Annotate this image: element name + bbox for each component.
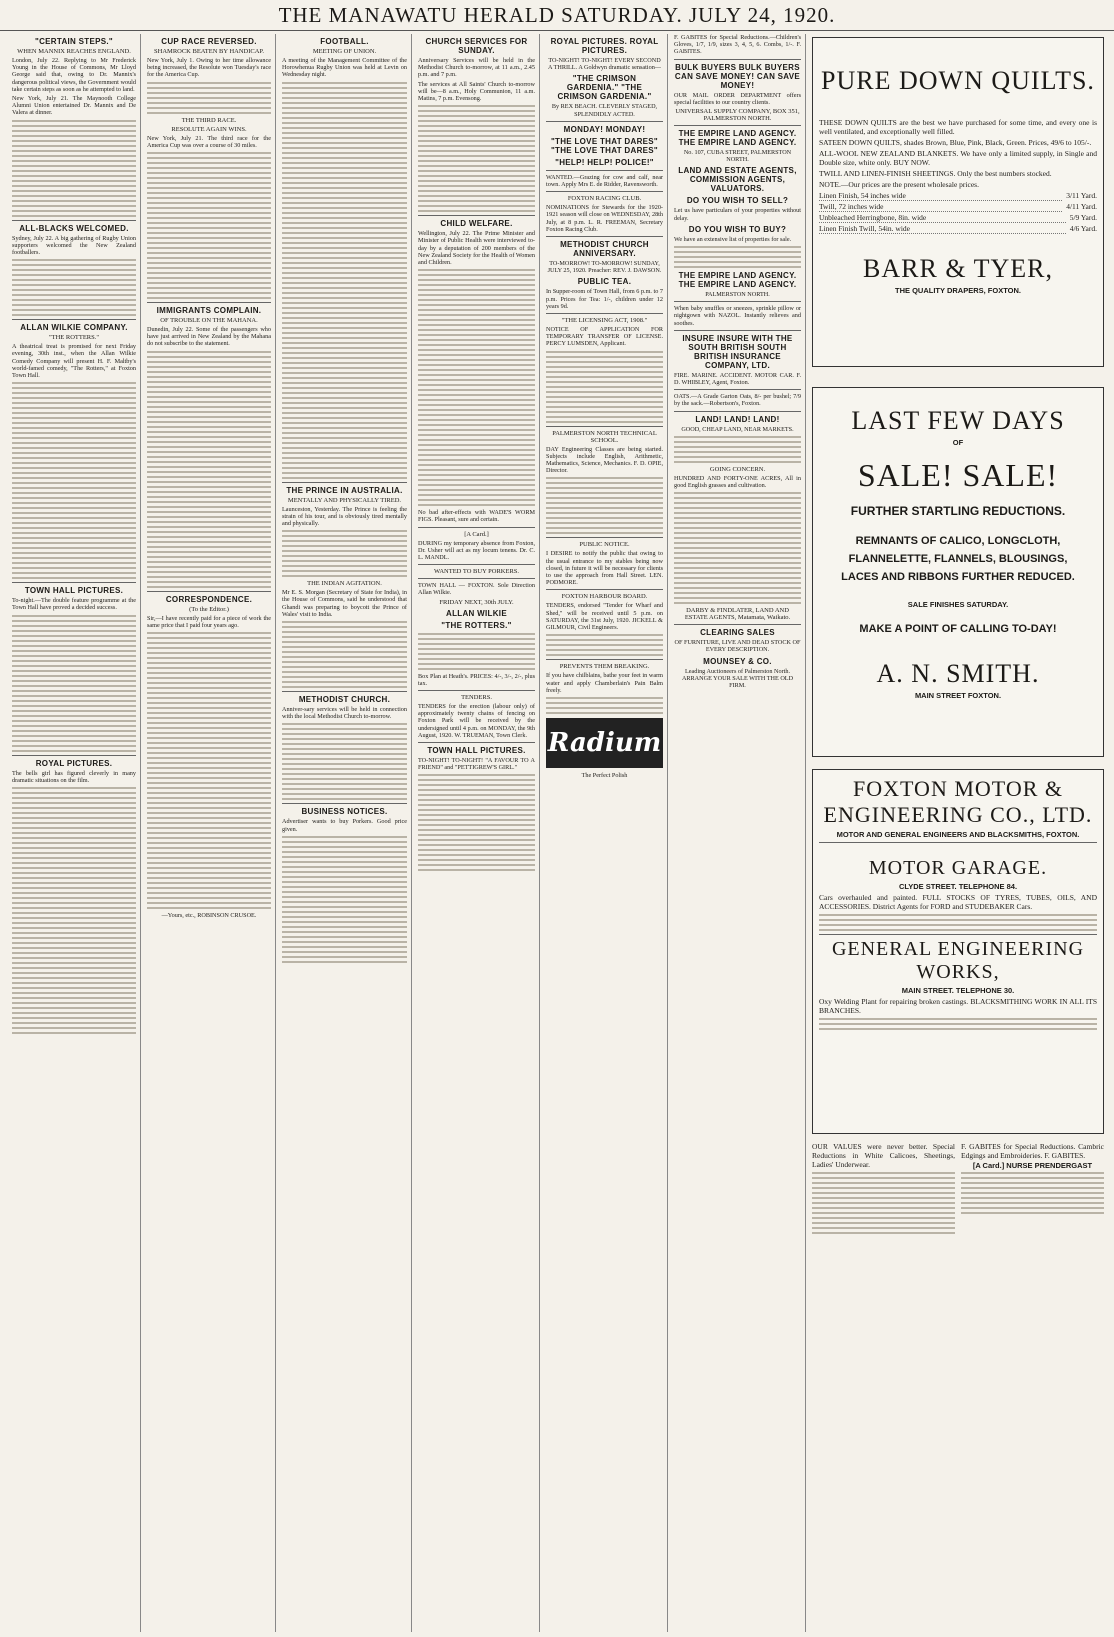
headline: "THE ROTTERS." xyxy=(441,620,512,630)
article-text: Anniver-sary services will be held in connection with the local Methodist Church to-morrow. xyxy=(282,706,407,721)
subheadline: PREVENTS THEM BREAKING. xyxy=(559,663,650,671)
text-lines xyxy=(147,351,271,588)
ad-down-quilts xyxy=(812,37,1104,367)
headline: DO YOU WISH TO SELL? xyxy=(686,196,789,206)
notice-text: PALMERSTON NORTH. xyxy=(705,291,770,299)
price-value: 3/11 Yard. xyxy=(1066,191,1097,200)
radium-tagline: The Perfect Polish xyxy=(581,771,628,779)
article-text: The bells girl has figured cleverly in many dramatic situations on the film. xyxy=(12,769,136,784)
ad-note: NOTE.—Our prices are the present wholesale prices. xyxy=(819,180,979,189)
headline: THE PRINCE IN AUSTRALIA. xyxy=(286,485,403,495)
ad-sale xyxy=(812,387,1104,757)
notice-text: When baby snuffles or sneezes, sprinkle pillow or nightgown with NAZOL. Instantly relieves and soothes. xyxy=(674,305,801,327)
notice-text: HUNDRED AND FORTY-ONE ACRES, All in good English grasses and cultivation. xyxy=(674,474,801,490)
notice-text: TENDERS for the erection (labour only) of approximately twenty chains of fencing on Foxton Park will be received by the undersigned until 4 p.m. on MONDAY, the 9th August, 1920. W. TRUEMAN, Town Clerk. xyxy=(418,703,535,739)
notice-text: F. GABITES for Special Reductions. Cambric Edgings and Embroideries. F. GABITES. xyxy=(961,1142,1104,1160)
notice-text: DAY Engineering Classes are being started. Subjects include English, Arithmetic, Mathematics, Science, Mechanics. F. D. OPIE, Director. xyxy=(546,445,663,475)
subheadline: WHEN MANNIX REACHES ENGLAND. xyxy=(17,48,131,55)
text-lines xyxy=(674,436,801,463)
text-lines xyxy=(546,477,663,534)
headline: ALLAN WILKIE xyxy=(446,608,507,618)
subheadline: OF TROUBLE ON THE MAHANA. xyxy=(160,317,258,325)
headline: CLEARING SALES xyxy=(700,628,775,638)
bottom-right-notice xyxy=(961,1140,1104,1237)
price-value: 5/9 Yard. xyxy=(1069,213,1097,222)
subheadline: FOXTON RACING CLUB. xyxy=(567,195,642,203)
column-1 xyxy=(8,34,141,1632)
subheadline: UNIVERSAL SUPPLY COMPANY, BOX 351, PALMERSTON NORTH. xyxy=(675,108,800,123)
ad-foxton-motor xyxy=(812,769,1104,1134)
text-lines xyxy=(282,723,407,800)
ad-subtitle: FURTHER STARTLING REDUCTIONS. xyxy=(850,504,1066,518)
subheadline: TENDERS. xyxy=(461,694,492,702)
notice-text: No. 107, CUBA STREET, PALMERSTON NORTH. xyxy=(683,149,792,164)
text-lines xyxy=(418,633,535,670)
text-lines xyxy=(819,914,1097,931)
text-lines xyxy=(12,615,136,752)
ad-text: THESE DOWN QUILTS are the best we have purchased for some time, and every one is well ventilated, and exceptionally well filled. xyxy=(819,118,1097,136)
price-row xyxy=(819,191,1097,201)
radium-logo-text: Radium xyxy=(547,727,662,758)
text-lines xyxy=(674,492,801,604)
subheadline: "THE LICENSING ACT, 1908." xyxy=(561,317,648,325)
price-label: Twill, 72 inches wide xyxy=(819,202,1062,212)
store-subtitle: THE QUALITY DRAPERS, FOXTON. xyxy=(895,286,1021,295)
text-lines xyxy=(12,787,136,1034)
radium-polish-logo xyxy=(546,718,663,768)
notice-text: OF FURNITURE, LIVE AND DEAD STOCK OF EVERY DESCRIPTION. xyxy=(674,639,801,654)
ad-text: OF xyxy=(952,438,964,447)
headline: THE EMPIRE LAND AGENCY. THE EMPIRE LAND AGENCY. xyxy=(678,129,797,148)
headline: FOOTBALL. xyxy=(320,37,369,46)
notice-text: Leading Auctioneers of Palmerston North. ARRANGE YOUR SALE WITH THE OLD FIRM. xyxy=(681,667,794,690)
ad-title: LAST FEW DAYS xyxy=(851,406,1065,435)
price-value: 4/11 Yard. xyxy=(1066,202,1097,211)
article-text: New York, July 1. Owing to her time allowance being increased, the Resolute won Tuesday's race for the America Cup. xyxy=(147,57,271,79)
article-text: Advertiser wants to buy Porkers. Good price given. xyxy=(282,818,407,833)
subheadline: DARBY & FINDLATER, LAND AND ESTATE AGENTS, Matamata, Waikato. xyxy=(684,607,791,622)
notice-text: TO-NIGHT! TO-NIGHT! "A FAVOUR TO A FRIEND" and "PETTIGREW'S GIRL." xyxy=(418,757,535,772)
text-lines xyxy=(418,269,535,506)
headline: CHILD WELFARE. xyxy=(440,219,513,229)
column-5 xyxy=(542,34,668,1632)
notice-text: NOTICE OF APPLICATION FOR TEMPORARY TRANSFER OF LICENSE. PERCY LUMSDEN, Applicant. xyxy=(546,326,663,348)
text-lines xyxy=(12,259,136,316)
text-lines xyxy=(819,1018,1097,1030)
ad-text: SALE FINISHES SATURDAY. xyxy=(907,600,1009,609)
headline: TOWN HALL PICTURES. xyxy=(24,586,124,596)
subheadline: FRIDAY NEXT, 30th JULY. xyxy=(439,598,514,606)
ad-title: SALE! SALE! xyxy=(857,457,1059,493)
headline: MOUNSEY & CO. xyxy=(703,656,772,666)
notice-text: Box Plan at Heath's. PRICES: 4/-, 3/-, 2/-, plus tax. xyxy=(418,672,535,687)
subheadline: PALMERSTON NORTH TECHNICAL SCHOOL. xyxy=(552,429,657,444)
masthead xyxy=(0,0,1114,31)
column-4 xyxy=(414,34,540,1632)
headline: DO YOU WISH TO BUY? xyxy=(688,224,787,234)
subheadline: GOING CONCERN. xyxy=(709,465,766,473)
text-lines xyxy=(12,382,136,579)
ad-text: TWILL AND LINEN-FINISH SHEETINGS. Only the best numbers stocked. xyxy=(819,169,1052,178)
masthead-title: THE MANAWATU HERALD SATURDAY. JULY 24, 1920. xyxy=(278,3,836,27)
text-lines xyxy=(546,634,663,656)
notice-text: OUR VALUES were never better. Special Reductions in White Calicoes, Sheetings, Ladies' Underwear. xyxy=(812,1142,955,1169)
notice-text: GOOD, CHEAP LAND, NEAR MARKETS. xyxy=(681,425,794,433)
text-lines xyxy=(282,836,407,963)
subheadline: MENTALLY AND PHYSICALLY TIRED. xyxy=(287,496,402,504)
headline: BUSINESS NOTICES. xyxy=(301,807,388,817)
headline: ALLAN WILKIE COMPANY. xyxy=(20,323,128,333)
ad-text: ALL-WOOL NEW ZEALAND BLANKETS. We have only a limited supply, in Single and Double size, white only. BUY NOW. xyxy=(819,149,1097,167)
headline: LAND AND ESTATE AGENTS, COMMISSION AGENTS, VALUATORS. xyxy=(678,166,797,194)
bottom-left-notice xyxy=(812,1140,955,1237)
ad-text: Oxy Welding Plant for repairing broken castings. BLACKSMITHING WORK IN ALL ITS BRANCHES. xyxy=(819,997,1097,1015)
article-text: A theatrical treat is promised for next Friday evening, 30th inst., when the Allan Wilkie Comedy Company will present H. F. Maltby's world-famed comedy, "The Rotters," at Foxton Town Hall. xyxy=(12,343,136,380)
ad-section-title: GENERAL ENGINEERING WORKS, xyxy=(831,938,1085,983)
notice-title: [A Card.] NURSE PRENDERGAST xyxy=(972,1161,1093,1170)
article-text: Dunedin, July 22. Some of the passengers who have just arrived in New Zealand by the Mahana do not subscribe to the statement. xyxy=(147,326,271,348)
article-text: To-night.—The double feature programme at the Town Hall have proved a decided success. xyxy=(12,597,136,612)
subheadline: THE INDIAN AGITATION. xyxy=(307,580,382,588)
subheadline: MEETING OF UNION. xyxy=(312,48,377,55)
notice-text: TO-MORROW! TO-MORROW! SUNDAY, JULY 25, 1920. Preacher: REV. J. DAWSON. xyxy=(547,260,662,275)
article-text: New York, July 21. The Maynooth College Alumni Union entertained Dr. Mannix and De Valera at dinner. xyxy=(12,95,136,117)
price-label: Linen Finish, 54 inches wide xyxy=(819,191,1062,201)
text-lines xyxy=(812,1172,955,1234)
text-lines xyxy=(546,351,663,423)
notice-text: OUR MAIL ORDER DEPARTMENT offers special facilities to our country clients. xyxy=(674,91,801,106)
headline: CORRESPONDENCE. xyxy=(165,594,253,604)
text-lines xyxy=(147,632,271,909)
notice-text: FIRE. MARINE. ACCIDENT. MOTOR CAR. F. D. WHIBLEY, Agent, Foxton. xyxy=(674,371,801,387)
notice-text: OATS.—A Grade Garton Oats, 8/- per bushel; 7/9 by the sack.—Robertson's, Foxton. xyxy=(674,393,801,408)
article-text: London, July 22. Replying to Mr Frederick Young in the House of Commons, Mr Lloyd George said that, owing to Dr. Mannix's dangerous political views, the Government would take certain steps as soon as he attempted to land. xyxy=(12,57,136,93)
article-text: Mr E. S. Morgan (Secretary of State for India), in the House of Commons, said he understood that Ghandi was preparing to boycott the Prince of Wales' visit to India. xyxy=(282,589,407,618)
notice-text: We have an extensive list of properties for sale. xyxy=(674,235,792,243)
text-lines xyxy=(961,1172,1104,1214)
signature: —Yours, etc., ROBINSON CRUSOE. xyxy=(161,912,257,920)
notice-text: WANTED.—Grazing for cow and calf, near town. Apply Mrs E. de Ridder, Ravensworth. xyxy=(546,173,663,189)
article-text: Wellington, July 22. The Prime Minister and Minister of Public Health were interviewed to-day by a deputation of 200 members of the New Zealand Society for the Health of Women and Children. xyxy=(418,230,535,267)
ad-address: CLYDE STREET. TELEPHONE 84. xyxy=(898,882,1018,891)
subheadline: WANTED TO BUY PORKERS. xyxy=(433,568,520,576)
ad-title: PURE DOWN QUILTS. xyxy=(821,66,1095,95)
headline: IMMIGRANTS COMPLAIN. xyxy=(156,306,262,316)
headline: MONDAY! MONDAY! xyxy=(563,124,646,134)
subheadline: FOXTON HARBOUR BOARD. xyxy=(561,593,648,601)
headline: CUP RACE REVERSED. xyxy=(161,37,257,46)
notice-text: DURING my temporary absence from Foxton, Dr. Usher will act as my locum tenens. Dr. C. L. MANDL. xyxy=(418,539,535,562)
notice-text: NOMINATIONS for Stewards for the 1920-1921 season will close on WEDNESDAY, 28th July, at 8 p.m. L. R. FREEMAN, Secretary Foxton Racing Club. xyxy=(546,204,663,233)
ad-address: MAIN STREET. TELEPHONE 30. xyxy=(901,986,1015,995)
article-text: Launceston, Yesterday. The Prince is feeling the strain of his tour, and is obviously tired mentally and physically. xyxy=(282,505,407,528)
headline: "CERTAIN STEPS." xyxy=(34,37,114,46)
headline: TOWN HALL PICTURES. xyxy=(427,746,526,756)
notice-text: F. GABITES for Special Reductions.—Children's Gloves, 1/7, 1/9, sizes 3, 4, 5, 6. Combs, 1/-. F. GABITES. xyxy=(674,34,801,56)
column-2 xyxy=(143,34,276,1632)
headline: BULK BUYERS BULK BUYERS CAN SAVE MONEY! CAN SAVE MONEY! xyxy=(674,62,801,90)
price-label: Unbleached Herringbone, 8in. wide xyxy=(819,213,1066,223)
article-text: Sir,—I have recently paid for a piece of work the same price that I paid four years ago. xyxy=(147,614,271,629)
ad-text: REMNANTS OF CALICO, LONGCLOTH, FLANNELETTE, FLANNELS, BLOUSINGS, LACES AND RIBBONS FURTHER REDUCED. xyxy=(841,535,1075,583)
price-row xyxy=(819,213,1097,223)
subheadline: (To the Editor.) xyxy=(189,605,229,613)
ad-title: FOXTON MOTOR & ENGINEERING CO., LTD. xyxy=(823,776,1093,827)
notice-text: TENDERS, endorsed "Tender for Wharf and Shed," will be received until 5 p.m. on SATURDAY, the 31st July, 1920. JICKELL & GILMOUR, Civil Engineers. xyxy=(546,602,663,632)
article-text: A meeting of the Management Committee of the Horowhenua Rugby Union was held at Levin on Wednesday night. xyxy=(282,57,407,79)
notice-text: In Supper-room of Town Hall, from 6 p.m. to 7 p.m. Prices for Tea: 1/-, children under 12 years 9d. xyxy=(546,288,663,310)
notice-text: TOWN HALL — FOXTON. Sole Direction Allan Wilkie. xyxy=(418,582,535,597)
subheadline: PUBLIC NOTICE. xyxy=(579,541,630,549)
store-name: A. N. SMITH. xyxy=(876,659,1040,688)
headline: CHURCH SERVICES FOR SUNDAY. xyxy=(425,37,528,55)
subheadline: THE THIRD RACE. xyxy=(181,116,237,124)
subheadline: SHAMROCK BEATEN BY HANDICAP. xyxy=(154,48,264,55)
store-subtitle: MAIN STREET FOXTON. xyxy=(914,691,1002,700)
subheadline: [A Card.] xyxy=(464,530,489,538)
headline: PUBLIC TEA. xyxy=(577,277,632,287)
price-label: Linen Finish Twill, 54in. wide xyxy=(819,224,1066,234)
article-text: The services at All Saints' Church to-morrow will be—8 a.m., Holy Communion, 11 a.m. Matins, 7 p.m. Evensong. xyxy=(418,80,535,103)
headline: "THE LOVE THAT DARES" "THE LOVE THAT DARES" xyxy=(550,136,659,155)
article-text: No bad after-effects with WADE'S WORM FIGS. Pleasant, sure and certain. xyxy=(418,509,535,524)
price-row xyxy=(819,224,1097,234)
notice-text: Let us have particulars of your properties without delay. xyxy=(674,207,801,222)
headline: ROYAL PICTURES. xyxy=(35,758,113,768)
column-6 xyxy=(670,34,806,1632)
column-7-ads xyxy=(808,34,1108,1632)
ad-text: SATEEN DOWN QUILTS, shades Brown, Blue, Pink, Black, Green. Prices, 49/6 to 105/-. xyxy=(819,138,1092,147)
notice-text: By REX BEACH. CLEVERLY STAGED, SPLENDIDLY ACTED. xyxy=(551,103,658,118)
ad-text: Cars overhauled and painted. FULL STOCKS OF TYRES, TUBES, OILS, AND ACCESSORIES. District Agents for FORD and STUDEBAKER Cars. xyxy=(819,893,1097,911)
text-lines xyxy=(147,152,271,299)
article-text: Sydney, July 22. A big gathering of Rugby Union supporters welcomed the New Zealand footballers. xyxy=(12,234,136,257)
text-lines xyxy=(418,774,535,871)
article-text: Anniversary Services will be held in the Methodist Church to-morrow, at 11 a.m., 2.45 p.m. and 7 p.m. xyxy=(418,57,535,79)
headline: "HELP! HELP! POLICE!" xyxy=(555,157,654,167)
headline: METHODIST CHURCH. xyxy=(298,695,391,705)
notice-text: If you have chilblains, bathe your feet in warm water and apply Chamberlain's Pain Balm freely. xyxy=(546,672,663,694)
ad-section-title: MOTOR GARAGE. xyxy=(868,857,1048,879)
headline: ALL-BLACKS WELCOMED. xyxy=(19,223,129,233)
store-name: BARR & TYER, xyxy=(863,254,1053,283)
ad-subtitle: MOTOR AND GENERAL ENGINEERS AND BLACKSMITHS, FOXTON. xyxy=(836,830,1080,839)
text-lines xyxy=(282,530,407,577)
price-row xyxy=(819,202,1097,212)
text-lines xyxy=(546,697,663,714)
headline: ROYAL PICTURES. ROYAL PICTURES. xyxy=(550,37,659,55)
headline: INSURE INSURE WITH THE SOUTH BRITISH SOUTH BRITISH INSURANCE COMPANY, LTD. xyxy=(682,333,793,370)
subheadline: "THE ROTTERS." xyxy=(48,334,100,342)
bottom-notices xyxy=(812,1140,1104,1237)
notice-text: TO-NIGHT! TO-NIGHT! EVERY SECOND A THRILL. A Goldwyn dramatic sensation— xyxy=(548,57,661,72)
ad-text: MAKE A POINT OF CALLING TO-DAY! xyxy=(859,623,1057,635)
text-lines xyxy=(282,82,407,479)
price-value: 4/6 Yard. xyxy=(1069,224,1097,233)
notice-text: I DESIRE to notify the public that owing to the usual entrance to my stables being now closed, in future it will be necessary for clients to use the approach from Hall Street. LEN. PODMORE. xyxy=(546,550,663,587)
column-3 xyxy=(278,34,412,1632)
headline: METHODIST CHURCH ANNIVERSARY. xyxy=(560,240,649,259)
text-lines xyxy=(418,105,535,212)
text-lines xyxy=(282,621,407,688)
text-lines xyxy=(12,120,136,217)
subheadline: RESOLUTE AGAIN WINS. xyxy=(171,125,247,133)
text-lines xyxy=(147,82,271,114)
headline: "THE CRIMSON GARDENIA." "THE CRIMSON GARDENIA." xyxy=(557,74,652,102)
article-text: New York, July 21. The third race for the America Cup was over a course of 30 miles. xyxy=(147,134,271,149)
headline: THE EMPIRE LAND AGENCY. THE EMPIRE LAND AGENCY. xyxy=(678,271,797,290)
text-lines xyxy=(674,246,801,268)
headline: LAND! LAND! LAND! xyxy=(695,414,780,424)
